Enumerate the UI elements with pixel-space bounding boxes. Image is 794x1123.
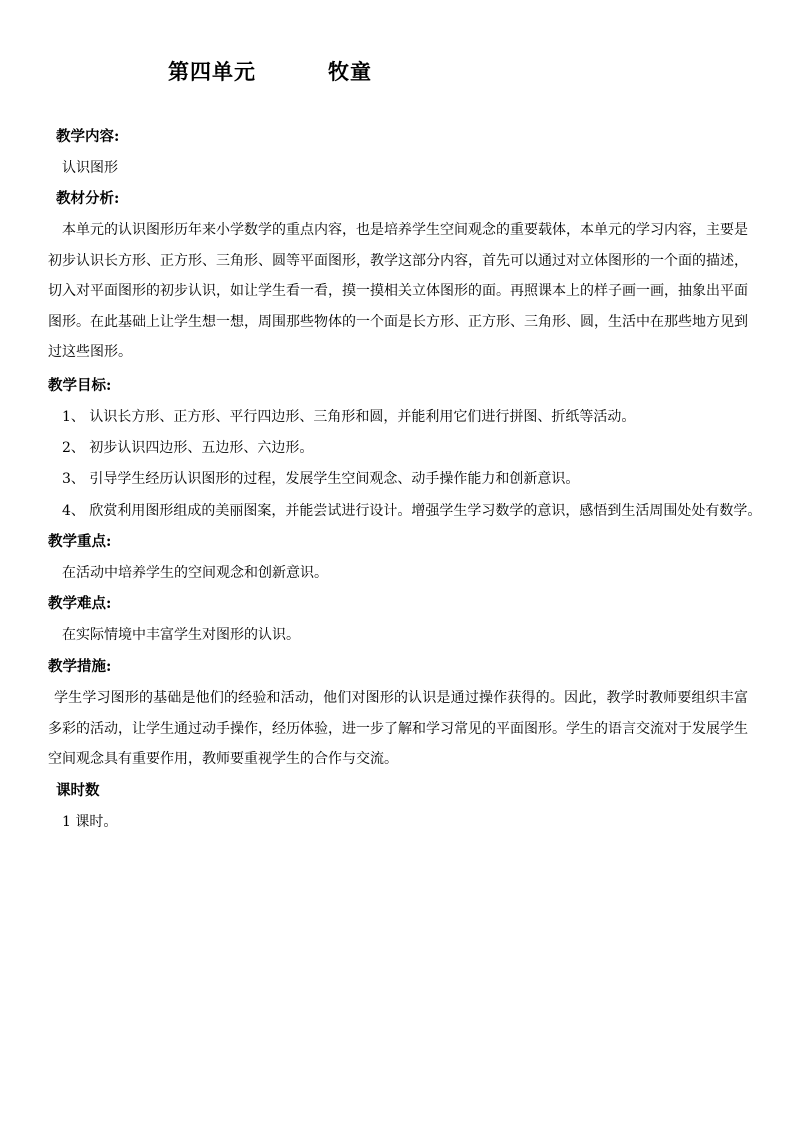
goal-item-2: 2、 初步认识四边形、五边形、六边形。 [62, 440, 314, 456]
content-heading: 教学内容: [56, 128, 120, 145]
goal-item-1: 1、 认识长方形、正方形、平行四边形、三角形和圆，并能利用它们进行拼图、折纸等活动。 [62, 409, 636, 425]
page-title [168, 56, 372, 86]
hours-text: 1 课时。 [62, 814, 118, 830]
key-points-heading: 教学重点: [48, 533, 112, 550]
analysis-heading: 教材分析: [56, 190, 120, 207]
goal-item-4: 4、 欣赏利用图形组成的美丽图案，并能尝试进行设计。增强学生学习数学的意识，感悟到生活周围处处有数学。 [62, 503, 762, 519]
goal-item-3: 3、 引导学生经历认识图形的过程，发展学生空间观念、动手操作能力和创新意识。 [62, 471, 580, 487]
analysis-text: 本单元的认识图形历年来小学数学的重点内容，也是培养学生空间观念的重要载体，本单元的学习内容，主要是初步认识长方形、正方形、三角形、圆等平面图形，教学这部分内容，首先可以通过对立体图形的一个面的描述，切入对平面图形的初步认识，如让学生看一看，摸一摸相关立体图形的面。再照课本上的样子画一画，抽象出平面图形。在此基础上让学生想一想，周围那些物体的一个面是长方形、正方形、三角形、圆，生活中在那些地方见到过这些图形。 [48, 222, 748, 360]
lesson-title: 牧童 [328, 59, 372, 84]
unit-title: 第四单元 [168, 59, 256, 84]
measures-heading: 教学措施: [48, 658, 112, 675]
hours-heading: 课时数 [56, 782, 100, 799]
difficulties-text: 在实际情境中丰富学生对图形的认识。 [62, 627, 300, 643]
content-text: 认识图形 [62, 160, 118, 176]
measures-text: 学生学习图形的基础是他们的经验和活动，他们对图形的认识是通过操作获得的。因此，教学时教师要组织丰富多彩的活动，让学生通过动手操作，经历体验，进一步了解和学习常见的平面图形。学生的语言交流对于发展学生空间观念具有重要作用，教师要重视学生的合作与交流。 [48, 690, 748, 767]
goals-heading: 教学目标: [48, 377, 112, 394]
difficulties-heading: 教学难点: [48, 595, 112, 612]
key-points-text: 在活动中培养学生的空间观念和创新意识。 [62, 565, 328, 581]
